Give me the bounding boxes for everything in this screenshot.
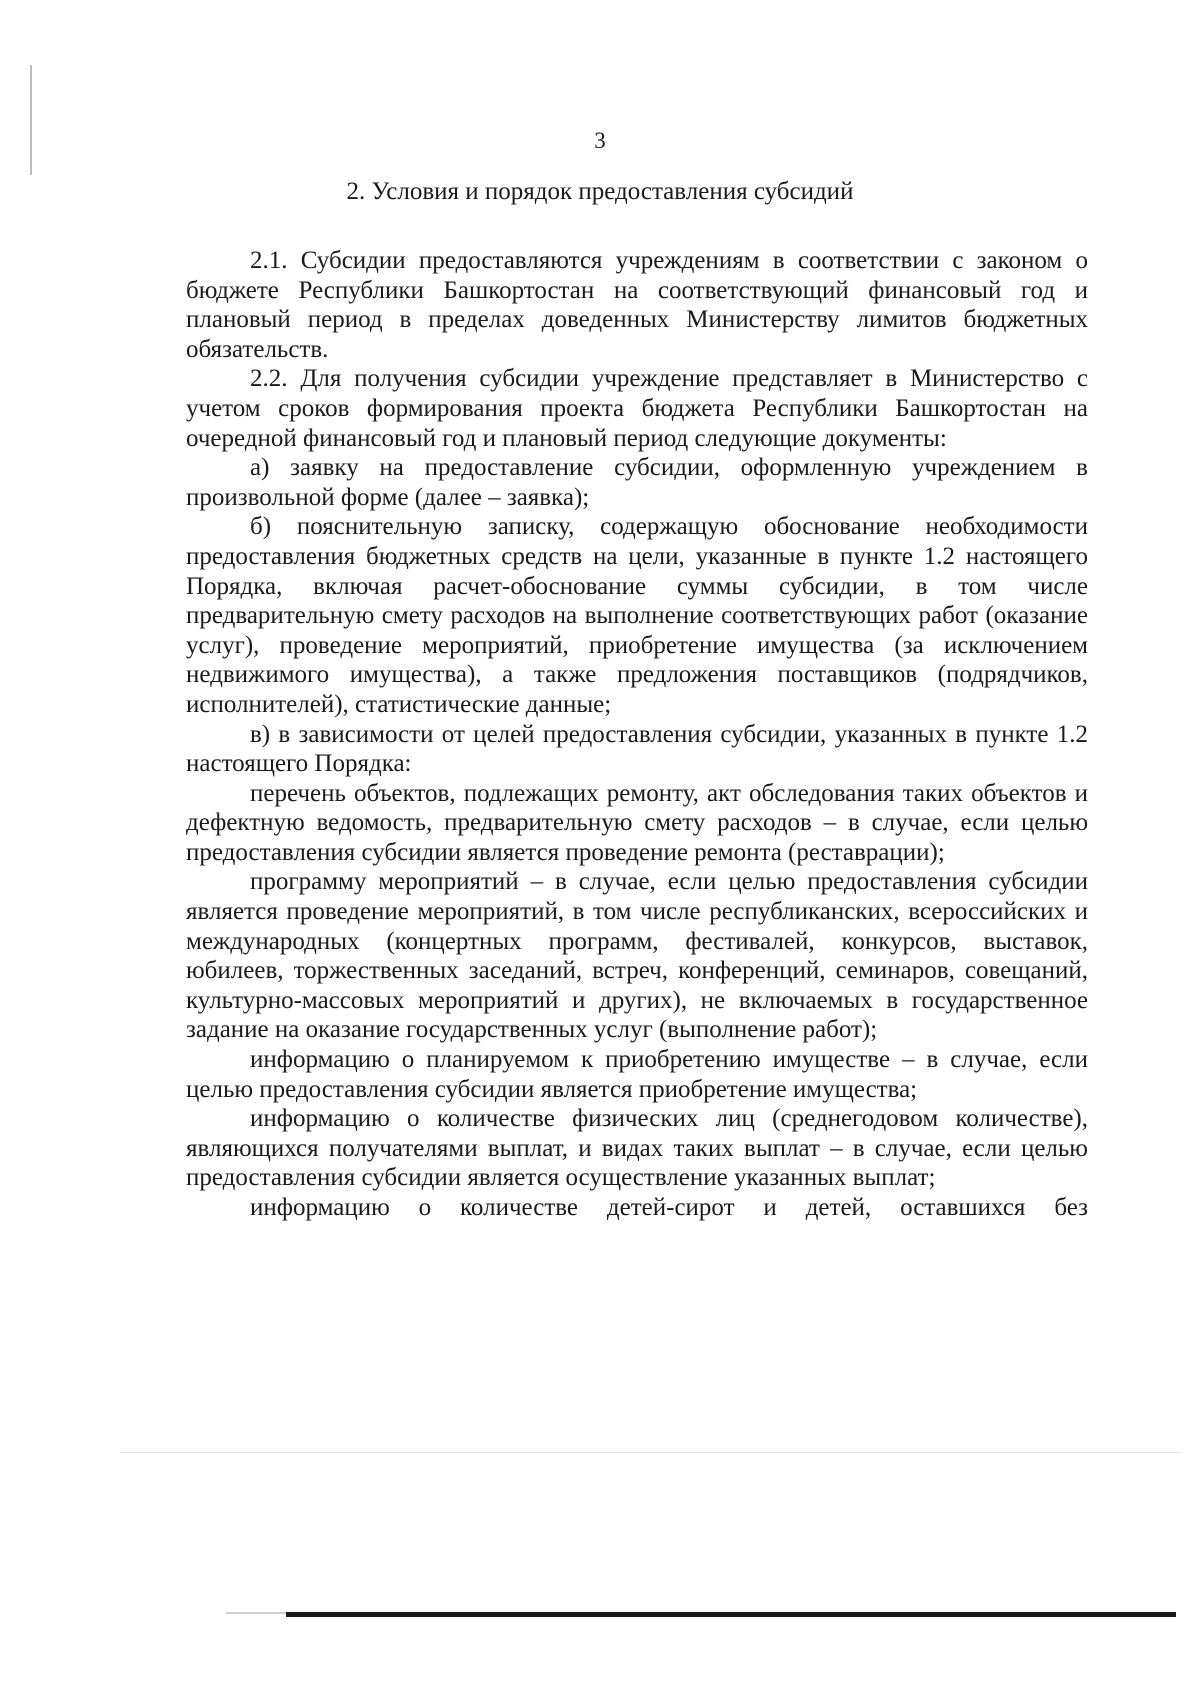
paragraph-payments-info: информацию о количестве физических лиц (среднегодовом количестве), являющихся получателями выплат, и видах таких выплат – в случае, если целью предоставления субсидии является осуществление указанных выплат; [186,1105,1088,1192]
paragraph-events-program: программу мероприятий – в случае, если целью предоставления субсидии является проведение мероприятий, в том числе республиканских, всероссийских и международных (концертных программ, фестивалей, конкурсов, выставок, юбилеев, торжественных заседаний, встреч, конференций, семинаров, совещаний, культурно-массовых мероприятий и других), не включаемых в государственное задание на оказание государственных услуг (выполнение работ); [186,868,1088,1044]
scan-artifact-line [120,1452,1180,1453]
paragraph-item-v: в) в зависимости от целей предоставления субсидии, указанных в пункте 1.2 настоящего Порядка: [186,720,1088,778]
paragraph-item-a: а) заявку на предоставление субсидии, оформленную учреждением в произвольной форме (далее – заявка); [186,454,1088,511]
paragraph-item-b: б) пояснительную записку, содержащую обоснование необходимости предоставления бюджетных средств на цели, указанные в пункте 1.2 настоящего Порядка, включая расчет-обоснование суммы субсидии, в том числе предварительную смету расходов на выполнение соответствующих работ (оказание услуг), проведение мероприятий, приобретение имущества (за исключением недвижимого имущества), а также предложения поставщиков (подрядчиков, исполнителей), статистические данные; [186,513,1088,718]
scan-edge-mark [30,65,32,175]
paragraph-2-1: 2.1. Субсидии предоставляются учреждениям в соответствии с законом о бюджете Республики Башкортостан на соответствующий финансовый год и плановый период в пределах доведенных Министерству лимитов бюджетных обязательств. [186,247,1088,363]
page-number: 3 [594,128,606,153]
paragraph-orphans-info: информацию о количестве детей-сирот и детей, оставшихся без [250,1194,1088,1221]
scan-bottom-rule [286,1612,1176,1617]
scan-artifact-rule-faint [226,1612,286,1614]
section-heading: 2. Условия и порядок предоставления субсидий [346,178,854,205]
document-body [186,246,1088,1223]
paragraph-property-info: информацию о планируемом к приобретению имуществе – в случае, если целью предоставления субсидии является приобретение имущества; [186,1046,1088,1103]
paragraph-2-2: 2.2. Для получения субсидии учреждение представляет в Министерство с учетом сроков формирования проекта бюджета Республики Башкортостан на очередной финансовый год и плановый период следующие документы: [186,365,1088,452]
paragraph-repair-list: перечень объектов, подлежащих ремонту, акт обследования таких объектов и дефектную ведомость, предварительную смету расходов – в случае, если целью предоставления субсидии является проведение ремонта (реставрации); [186,779,1088,866]
